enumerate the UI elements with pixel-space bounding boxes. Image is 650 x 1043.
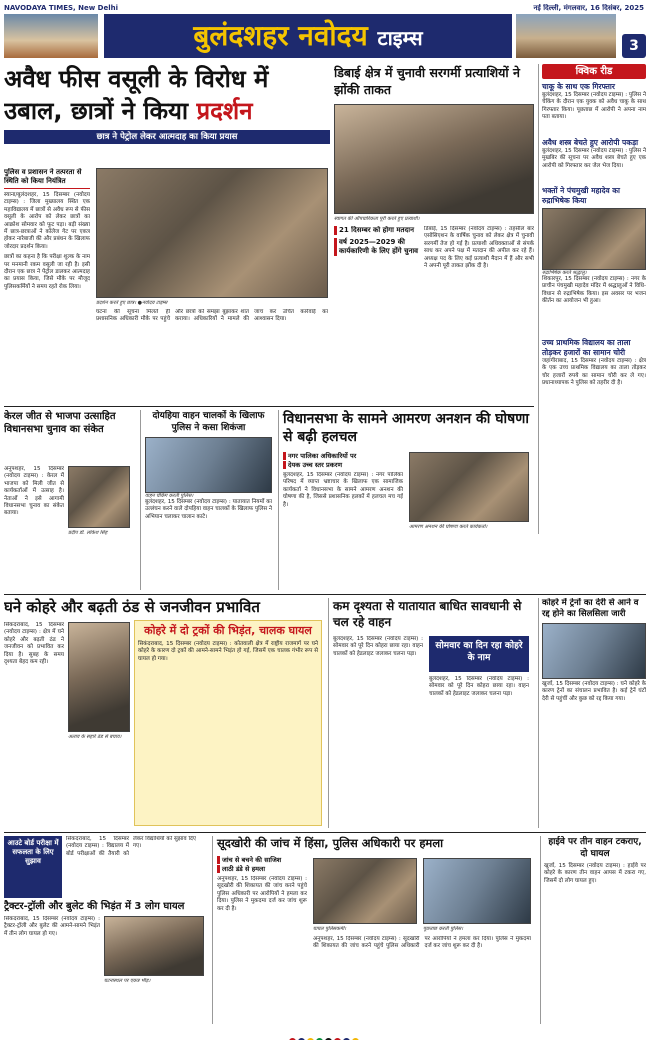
- kerala-caption: प्रदीप डॉ. लोकेश सिंह: [68, 530, 108, 536]
- visibility-body-2: बुलंदशहर, 15 दिसम्बर (नवोदय टाइम्स) : सोमवार को पूरे दिन कोहरा छाया रहा। वाहन चालकों को हेडलाइट जलाकर चलना पड़ा।: [429, 676, 529, 697]
- dibai-photo-caption: स्वागत की औपचारिकता पूरी करते हुए प्रत्याशी।: [334, 216, 420, 222]
- quick-read-label: क्विक रीड: [542, 64, 646, 79]
- quick-read-item-3-photo: [542, 208, 646, 270]
- kerala-photo: [68, 466, 130, 528]
- dibai-photo: [334, 104, 534, 214]
- tractor-story: [4, 900, 208, 1024]
- usury-kicker-1: जांच से बचने की साजिश: [217, 856, 337, 864]
- footer-dot: [316, 1038, 323, 1040]
- train-photo: [542, 623, 646, 679]
- footer-dot: [289, 1038, 296, 1040]
- lead-headline-2-text: उबाल, छात्रों ने किया: [4, 97, 189, 125]
- vidhansabha-kicker-2: देयक उच्च स्तर प्रकरण: [283, 461, 403, 469]
- lead-story: [4, 64, 330, 404]
- highway-body: खुर्जा, 15 दिसम्बर (नवोदय टाइम्स) : हाईवे पर कोहरे के कारण तीन वाहन आपस में टकरा गए, जिसमें दो लोग घायल हुए।: [544, 863, 646, 884]
- quick-read-item-3-caption: रुद्राभिषेक करते श्रद्धालु।: [542, 270, 587, 276]
- lead-body-3: घटना की सूचना मिलते ही प्रशासनिक अधिकारी मौके पर पहुंचे और छात्रों को समझा बुझाकर शांत कराया। अधिकारियों ने मामले की जांच कर उचित कार्रवाई का आश्वासन दिया।: [96, 309, 328, 323]
- usury-story: [212, 836, 536, 1024]
- board-body: सिकंदराबाद, 15 दिसम्बर (नवोदय टाइम्स) : विद्यालय में बोर्ड परीक्षाओं की तैयारी को लेकर विद्यार्थियों को सुझाव दिए गए।: [66, 836, 196, 857]
- train-headline: कोहरे में ट्रेनों का देरी से आने व रद्द होने का सिलसिला जारी: [542, 598, 639, 619]
- usury-caption-2: पूछताछ करती पुलिस।: [423, 926, 464, 932]
- train-story: [538, 598, 646, 828]
- footer-dot: [343, 1038, 350, 1040]
- quick-read-item-4-head: उच्च प्राथमिक विद्यालय का ताला तोड़कर हजारों का सामान चोरी: [542, 338, 631, 357]
- divider-2: [4, 594, 646, 595]
- quick-read-item-2-head: अवैध शस्त्र बेचते हुए आरोपी पकड़ा: [542, 138, 639, 147]
- lead-kicker: पुलिस व प्रशासन ने तत्परता से स्थिति को किया नियंत्रित: [4, 168, 90, 189]
- usury-photo-1: [313, 858, 417, 924]
- tractor-caption: घटनास्थल पर एकत्र भीड़।: [104, 978, 151, 984]
- fog-photo: [68, 622, 130, 732]
- masthead-title: [104, 14, 512, 58]
- dibai-bullet-1: 21 दिसम्बर को होगा मतदान: [334, 226, 420, 235]
- fog-headline: घने कोहरे और बढ़ती ठंड से जनजीवन प्रभावित: [4, 598, 260, 616]
- masthead: [0, 0, 650, 62]
- board-headline: आउटे बोर्ड परीक्षा में सफलता के लिए सुझाव: [7, 839, 59, 865]
- fog-caption: अलाव के सहारे ठंड से बचाव।: [68, 734, 122, 740]
- usury-caption-1: घायल पुलिसकर्मी।: [313, 926, 347, 932]
- dibai-headline: डिबाई क्षेत्र में चुनावी सरगर्मी प्रत्याशियों ने झोंकी ताकत: [334, 65, 520, 97]
- vidhansabha-story: [278, 410, 534, 590]
- footer-dot: [307, 1038, 314, 1040]
- vidhansabha-headline: विधानसभा के सामने आमरण अनशन की घोषणा से बढ़ी हलचल: [283, 411, 529, 445]
- vehicle-story: [140, 410, 272, 590]
- title-text: बुलंदशहर नवोदय: [193, 19, 368, 52]
- lead-body-1: स्याना/बुलंदशहर, 15 दिसम्बर (नवोदय टाइम्स) : जिला मुख्यालय स्थित एक महाविद्यालय में छात्रों से अवैध रूप से फीस वसूली के आरोप को लेकर छात्रों का आक्रोश सोमवार को फूट पड़ा। बड़ी संख्या में छात्र-छात्राओं ने कॉलेज गेट पर एकत्र होकर नारेबाजी की और प्रबंधन के खिलाफ जोरदार प्रदर्शन किया।: [4, 192, 90, 250]
- masthead-right-photo: [516, 14, 616, 58]
- vehicle-headline: दोयहिया वाहन चालकों के खिलाफ पुलिस ने कसा शिकंजा: [152, 411, 265, 433]
- divider-3: [4, 832, 646, 833]
- lead-headline-1: अवैध फीस वसूली के विरोध में: [4, 65, 269, 93]
- fog-box-headline: कोहरे में दो ट्रकों की भिड़ंत, चालक घायल: [144, 624, 312, 637]
- usury-body-2: अनूपशहर, 15 दिसम्बर (नवोदय टाइम्स) : सूदखोरी की शिकायत की जांच करने पहुंचे पुलिस अधिकारी पर आरोपियों ने हमला कर दिया। पुलिस ने मुकदमा दर्ज कर जांच शुरू कर दी है।: [313, 936, 531, 950]
- lead-subhead: छात्र ने पेट्रोल लेकर आत्मदाह का किया प्रयास: [4, 130, 330, 144]
- train-body: खुर्जा, 15 दिसम्बर (नवोदय टाइम्स) : घने कोहरे के कारण ट्रेनों का संचालन प्रभावित है। कई ट्रेनें घंटों देरी से पहुंचीं और कुछ को रद्द किया गया।: [542, 681, 646, 702]
- lead-photo: [96, 168, 328, 298]
- vidhansabha-body: बुलंदशहर, 15 दिसम्बर (नवोदय टाइम्स) : नगर पालिका परिषद में व्याप्त भ्रष्टाचार के खिलाफ एक सामाजिक कार्यकर्ता ने विधानसभा के सामने आमरण अनशन की घोषणा की है, जिससे प्रशासनिक हलकों में हलचल मच गई है।: [283, 472, 403, 508]
- edition-label: NAVODAYA TIMES, New Delhi: [4, 4, 118, 12]
- tractor-body: सिकंदराबाद, 15 दिसम्बर (नवोदय टाइम्स) : ट्रैक्टर-ट्रॉली और बुलेट की आमने-सामने भिड़ंत में तीन लोग घायल हो गए।: [4, 916, 100, 937]
- usury-body: अनूपशहर, 15 दिसम्बर (नवोदय टाइम्स) : सूदखोरी की शिकायत की जांच करने पहुंचे पुलिस अधिकारी पर आरोपियों ने हमला कर दिया। पुलिस ने मुकदमा दर्ज कर जांच शुरू कर दी है।: [217, 876, 307, 912]
- footer-dots: [4, 1030, 646, 1040]
- lead-photo-caption: प्रदर्शन करते हुए छात्र। ●नवोदय टाइम्स: [96, 300, 168, 306]
- quick-read-item-1-head: चाकू के साथ एक गिरफ्तार: [542, 82, 615, 91]
- tractor-photo: [104, 916, 204, 976]
- lead-text-column: [4, 168, 90, 404]
- board-story: [4, 836, 62, 898]
- title-suffix: टाइम्स: [377, 26, 423, 50]
- vehicle-body: बुलंदशहर, 15 दिसम्बर (नवोदय टाइम्स) : यातायात नियमों का उल्लंघन करने वाले दोपहिया वाहन चालकों के खिलाफ पुलिस ने अभियान चलाकर चालान काटे।: [145, 499, 272, 520]
- quick-read-item-1-body: बुलंदशहर, 15 दिसम्बर (नवोदय टाइम्स) : पुलिस ने चेकिंग के दौरान एक युवक को अवैध चाकू के साथ गिरफ्तार किया। पूछताछ में आरोपी ने अपना नाम पता बताया।: [542, 92, 646, 121]
- visibility-box: सोमवार का दिन रहा कोहरे के नाम: [429, 636, 529, 672]
- quick-read: [538, 64, 646, 534]
- footer-dot: [298, 1038, 305, 1040]
- lead-body-2: छात्रों का कहना है कि परीक्षा शुल्क के नाम पर मनमानी रकम वसूली जा रही है। इसी दौरान एक छात्र ने पेट्रोल डालकर आत्मदाह का प्रयास किया, जिसे मौके पर मौजूद पुलिसकर्मियों ने समय रहते रोक लिया।: [4, 254, 90, 290]
- usury-kicker-2: लाठी डंडे से हमला: [217, 865, 337, 873]
- fog-box-body: सिकंदराबाद, 15 दिसम्बर (नवोदय टाइम्स) : कोतवाली क्षेत्र में राष्ट्रीय राजमार्ग पर घने कोहरे के कारण दो ट्रकों की आमने-सामने भिड़ंत हो गई, जिसमें एक चालक गंभीर रूप से घायल हो गया।: [138, 641, 318, 662]
- dibai-bullets: [334, 226, 420, 256]
- vehicle-caption: वाहन चेकिंग करती पुलिस।: [145, 493, 194, 499]
- dibai-bullet-2: वर्ष 2025—2029 की कार्यकारिणी के लिए होंगे चुनाव: [334, 238, 420, 256]
- highway-story: [540, 836, 646, 1024]
- quick-read-item-3-body: शिकारपुर, 15 दिसम्बर (नवोदय टाइम्स) : नगर के प्राचीन पंचमुखी महादेव मंदिर में श्रद्धालुओं ने विधि-विधान से रुद्राभिषेक किया। इस अवसर पर भजन कीर्तन का आयोजन भी हुआ।: [542, 276, 646, 305]
- dibai-story: [334, 64, 534, 404]
- dateline: नई दिल्ली, मंगलवार, 16 दिसंबर, 2025: [533, 4, 644, 12]
- fog-body: सिकंदराबाद, 15 दिसम्बर (नवोदय टाइम्स) : क्षेत्र में घने कोहरे और बढ़ती ठंड ने जनजीवन को प्रभावित कर दिया है। सुबह के समय दृश्यता बेहद कम रही।: [4, 622, 64, 666]
- vehicle-photo: [145, 437, 272, 493]
- lead-headline-2: [4, 96, 330, 126]
- quick-read-item-4-body: जहांगीराबाद, 15 दिसम्बर (नवोदय टाइम्स) : क्षेत्र के एक उच्च प्राथमिक विद्यालय का ताला तोड़कर चोर हजारों रुपये का सामान चोरी कर ले गए। प्रधानाध्यापक ने पुलिस को तहरीर दी है।: [542, 358, 646, 387]
- quick-read-item-3-head: भक्तों ने पंचमुखी महादेव का रुद्राभिषेक किया: [542, 186, 620, 205]
- vidhansabha-photo: [409, 452, 529, 522]
- footer-dot: [334, 1038, 341, 1040]
- kerala-body: अनूपशहर, 15 दिसम्बर (नवोदय टाइम्स) : केरल में भाजपा को मिली जीत से कार्यकर्ताओं में उत्साह है। नेताओं ने इसे आगामी विधानसभा चुनाव का संकेत बताया।: [4, 466, 64, 517]
- quick-read-item-2-body: बुलंदशहर, 15 दिसम्बर (नवोदय टाइम्स) : पुलिस ने मुखबिर की सूचना पर अवैध शस्त्र बेचते हुए एक आरोपी को गिरफ्तार कर जेल भेज दिया।: [542, 148, 646, 169]
- fog-box: [134, 620, 322, 826]
- footer-dot: [352, 1038, 359, 1040]
- vidhansabha-kicker-1: नगर पालिका अधिकारियों पर: [283, 452, 403, 460]
- kerala-story: [4, 410, 134, 590]
- divider-1: [4, 406, 534, 407]
- fog-story: [4, 598, 322, 828]
- footer-dot: [325, 1038, 332, 1040]
- visibility-story: [328, 598, 532, 828]
- page-number: 3: [622, 34, 646, 58]
- masthead-left-photo: [4, 14, 98, 58]
- dibai-body: डिबाई, 15 दिसम्बर (नवोदय टाइम्स) : तहसील बार एसोसिएशन के वार्षिक चुनाव को लेकर क्षेत्र में चुनावी सरगर्मी तेज हो गई है। प्रत्याशी अधिवक्ताओं से संपर्क साध कर अपने पक्ष में मतदान की अपील कर रहे हैं। अध्यक्ष पद के लिए कई प्रत्याशी मैदान में हैं और सभी ने अपनी पूरी ताकत झोंक दी है।: [424, 226, 534, 270]
- vidhansabha-kickers: [283, 452, 403, 469]
- tractor-headline: ट्रैक्टर-ट्रॉली और बुलेट की भिड़ंत में 3 लोग घायल: [4, 901, 185, 912]
- visibility-body: बुलंदशहर, 15 दिसम्बर (नवोदय टाइम्स) : सोमवार को पूरे दिन कोहरा छाया रहा। वाहन चालकों को हेडलाइट जलाकर चलना पड़ा।: [333, 636, 423, 657]
- vidhansabha-caption: आमरण अनशन की घोषणा करते कार्यकर्ता।: [409, 524, 488, 530]
- usury-headline: सूदखोरी की जांच में हिंसा, पुलिस अधिकारी पर हमला: [217, 836, 444, 850]
- lead-headline-2-red: प्रदर्शन: [196, 97, 253, 125]
- kerala-headline: केरल जीत से भाजपा उत्साहित विधानसभा चुनाव का संकेत: [4, 411, 116, 435]
- highway-headline: हाईवे पर तीन वाहन टकराए, दो घायल: [548, 837, 642, 859]
- visibility-headline: कम दृश्यता से यातायात बाधित सावधानी से चल रहे वाहन: [333, 599, 522, 629]
- usury-photo-2: [423, 858, 531, 924]
